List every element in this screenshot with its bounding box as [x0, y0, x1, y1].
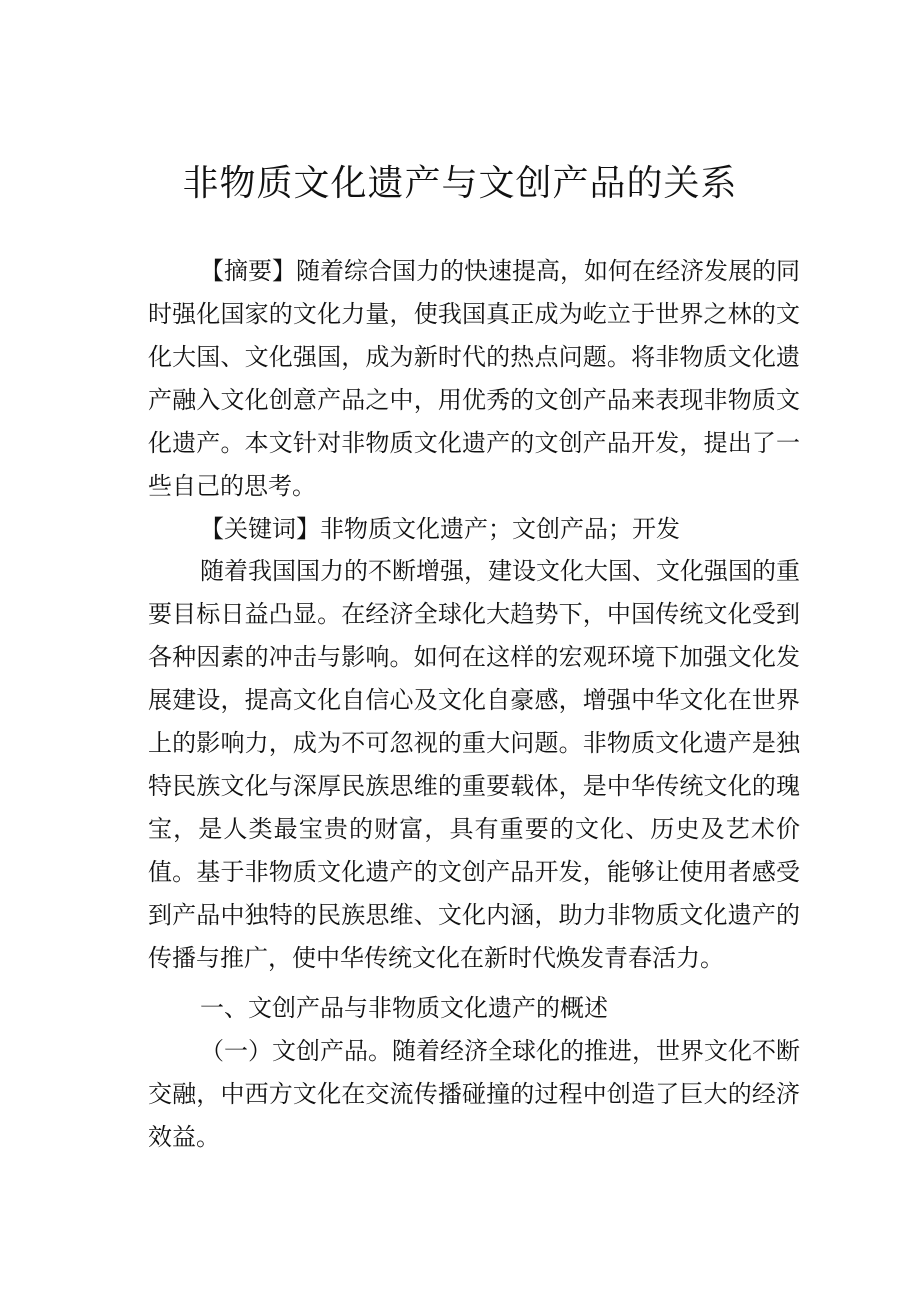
section-heading: 一、文创产品与非物质文化遗产的概述 [200, 994, 608, 1022]
document-title: 非物质文化遗产与文创产品的关系 [182, 163, 738, 204]
keywords-paragraph: 【关键词】非物质文化遗产；文创产品；开发 [200, 515, 680, 543]
body-paragraph: 随着我国国力的不断增强，建设文化大国、文化强国的重要目标日益凸显。在经济全球化大趋势下，中国传统文化受到各种因素的冲击与影响。如何在这样的宏观环境下加强文化发展建设，提高文化自信心及文化自豪感，增强中华文化在世界上的影响力，成为不可忽视的重大问题。非物质文化遗产是独特民族文化与深厚民族思维的重要载体，是中华传统文化的瑰宝，是人类最宝贵的财富，具有重要的文化、历史及艺术价值。基于非物质文化遗产的文创产品开发，能够让使用者感受到产品中独特的民族思维、文化内涵，助力非物质文化遗产的传播与推广，使中华传统文化在新时代焕发青春活力。 [148, 557, 800, 972]
subsection-paragraph: （一）文创产品。随着经济全球化的推进，世界文化不断交融，中西方文化在交流传播碰撞的过程中创造了巨大的经济效益。 [148, 1037, 800, 1151]
abstract-paragraph: 【摘要】随着综合国力的快速提高，如何在经济发展的同时强化国家的文化力量，使我国真正成为屹立于世界之林的文化大国、文化强国，成为新时代的热点问题。将非物质文化遗产融入文化创意产品之中，用优秀的文创产品来表现非物质文化遗产。本文针对非物质文化遗产的文创产品开发，提出了一些自己的思考。 [148, 257, 800, 500]
